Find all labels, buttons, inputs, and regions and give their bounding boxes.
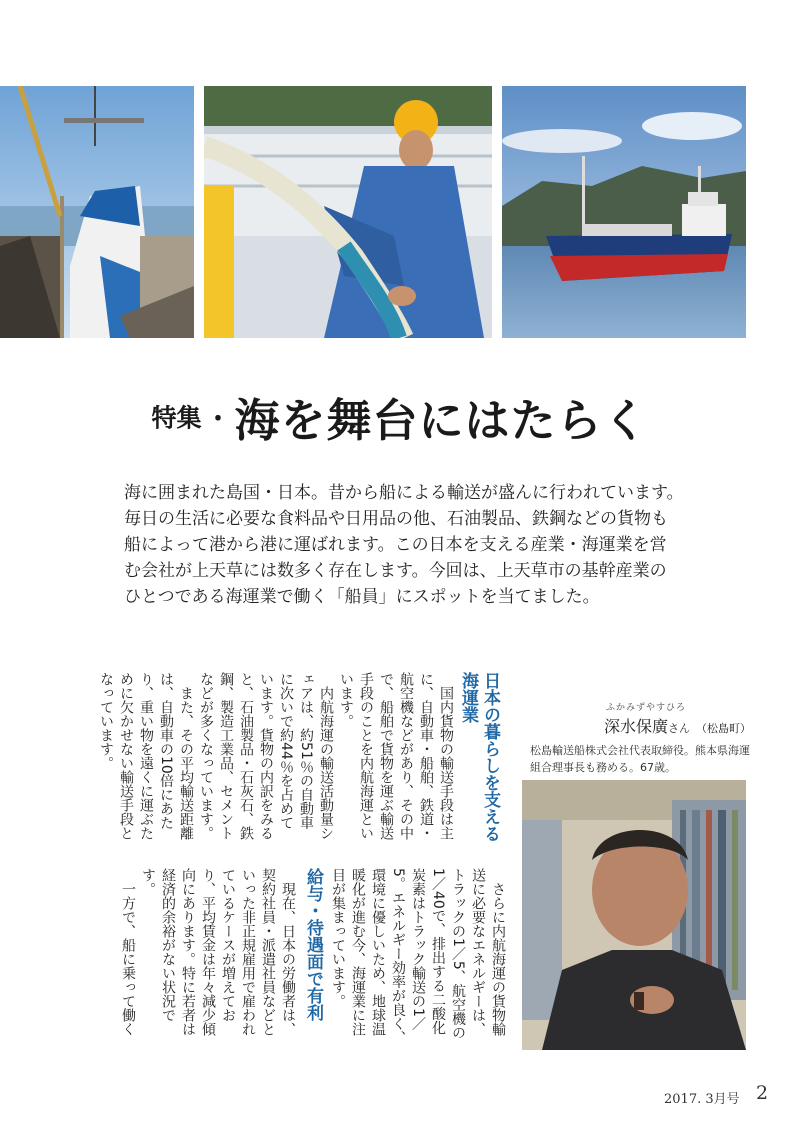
section1-heading-line1: 日本の暮らしを支える: [480, 672, 500, 842]
body-paragraph: 現在、日本の労働者は、契約社員・派遣社員などといった非正規雇用で雇われているケースが増えており、平均賃金は年々減少傾向にあります。特に若者は経済的余裕がない状況です。: [140, 868, 296, 1036]
title-main: 海を舞台にはたらく: [234, 394, 649, 447]
page-number: 2: [756, 1082, 769, 1104]
intro-paragraph: [124, 480, 694, 610]
body-paragraph: 国内貨物の輸送手段は主に、自動車・船舶、鉄道・航空機などがあり、その中で、船舶で貨物を運ぶ輸送手段のことを内航海運といいます。: [338, 672, 454, 840]
person-description: 松島輸送船株式会社代表取締役。熊本県海運組合理事長も務める。67歳。: [530, 744, 750, 774]
photo-portrait-fukami: [522, 780, 746, 1050]
person-name-text: 深水保廣: [604, 717, 669, 736]
section1-body: [60, 672, 456, 842]
photo-cargo-ship: [502, 86, 746, 338]
body-paragraph: また、その平均輸送距離は、自動車の10倍にあたり、重い物を遠くに運ぶために欠かせない輸送手段となっています。: [98, 672, 194, 840]
section1-heading-line2: 海運業: [458, 672, 478, 723]
title-dot: ・: [205, 403, 231, 433]
person-name: [604, 714, 751, 737]
section2-heading: 給与・待遇面で有利: [303, 868, 323, 1021]
photo-shinkansen-loading: [0, 86, 194, 338]
photo-sailor-with-rope: [204, 86, 492, 338]
person-suffix: さん: [668, 722, 691, 735]
body-paragraph: さらに内航海運の貨物輸送に必要なエネルギーは、トラックの1／5、航空機の1／40で、排出する二酸化炭素はトラック輸送の1／5。エネルギー効率が良く、環境に優しいため、地球温暖化が進む今、海運業に注目が集まっています。: [330, 868, 506, 1045]
person-town: （松島町）: [696, 722, 752, 735]
body-paragraph: 内航海運の輸送活動量シェアは、約51％の自動車に次いで約44％を占めています。貨物の内訳をみると、石油製品・石灰石、鉄鋼、製造工業品、セメントなどが多くなっています。: [198, 672, 334, 840]
issue-label: 2017. 3月号: [664, 1092, 740, 1107]
intro-line: 海に囲まれた島国・日本。昔から船による輸送が盛んに行われています。: [124, 483, 684, 503]
person-name-ruby: ふかみずやすひろ: [606, 703, 687, 713]
intro-line: む会社が上天草には数多く存在します。今回は、上天草市の基幹産業の: [124, 561, 667, 581]
intro-line: ひとつである海運業で働く「船員」にスポットを当てました。: [124, 587, 600, 607]
section-lower-body: [60, 868, 508, 1048]
intro-line: 毎日の生活に必要な食料品や日用品の他、石油製品、鉄鋼などの貨物も: [124, 509, 668, 529]
intro-line: 船によって港から港に運ばれます。この日本を支える産業・海運業を営: [124, 535, 667, 555]
title-prefix: 特集: [151, 403, 202, 433]
feature-title: [0, 384, 800, 449]
section1-heading: [455, 672, 501, 852]
body-paragraph: 一方で、船に乗って働く: [120, 868, 136, 1036]
